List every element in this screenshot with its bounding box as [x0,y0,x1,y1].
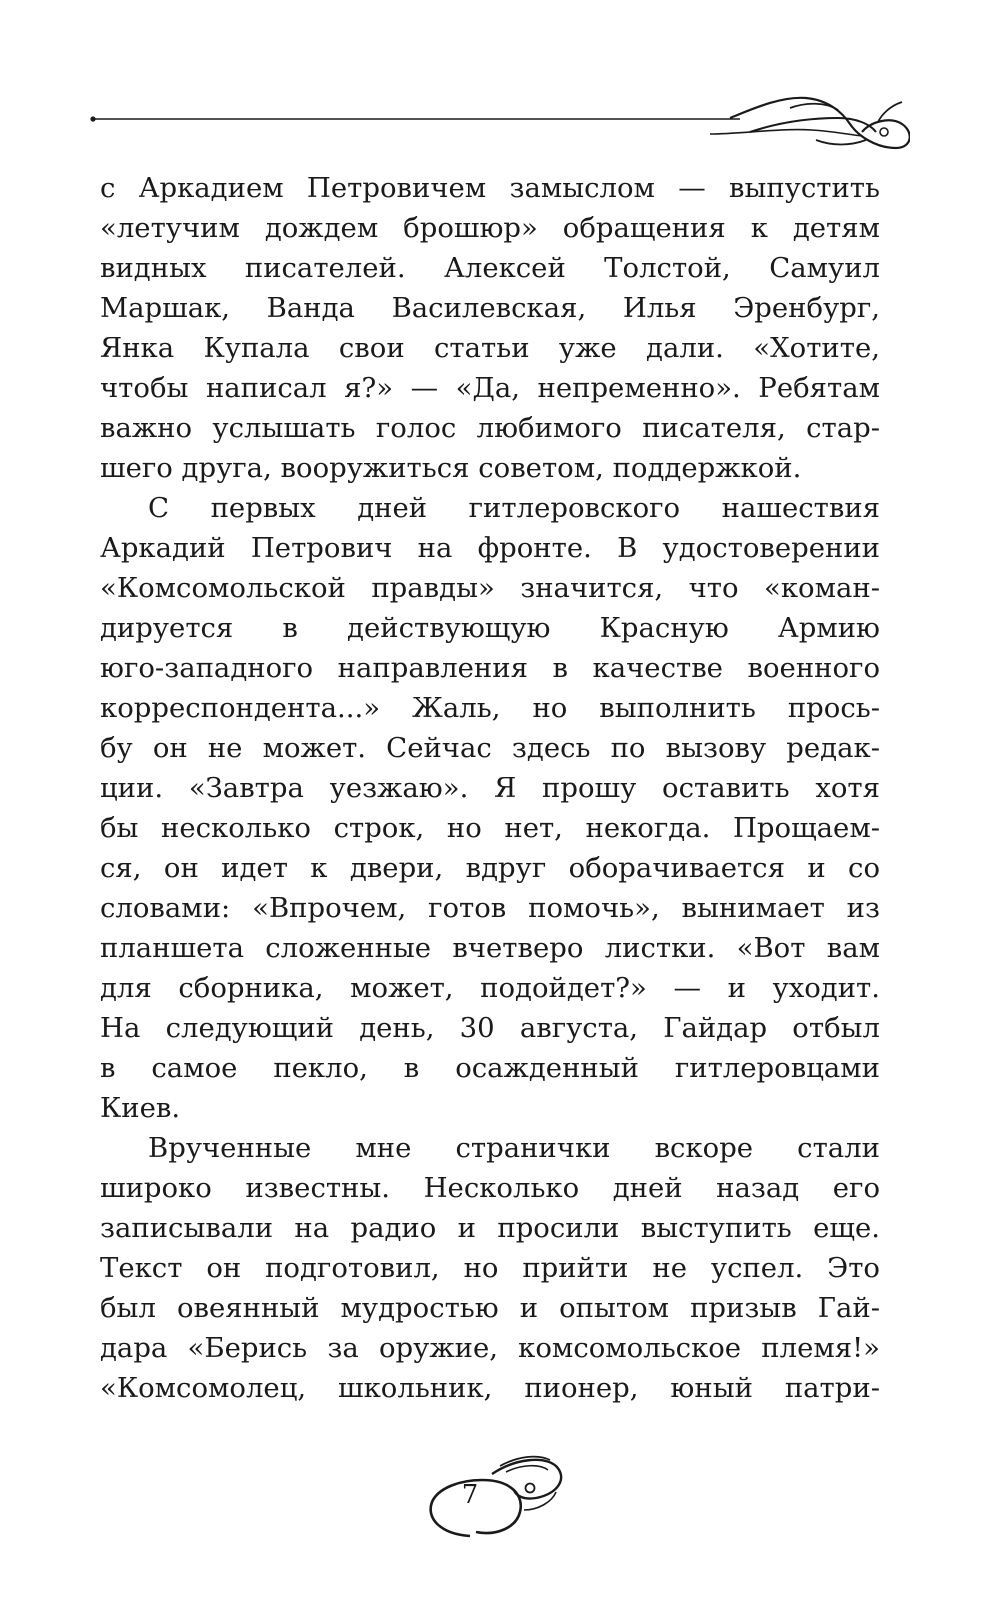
page-number: 7 [461,1480,479,1510]
text-line: широко известны. Несколько дней назад его [100,1172,880,1204]
text-line: с Аркадием Петровичем замыслом — выпустить [100,172,880,204]
text-line: «Комсомольской правды» значится, что «коман- [100,572,880,604]
page-number-swirl-icon [420,1452,580,1544]
text-line: ся, он идет к двери, вдруг оборачивается и со [100,852,880,884]
text-line: «Комсомолец, школьник, пионер, юный патри- [100,1372,880,1404]
text-line: бы несколько строк, но нет, некогда. Прощаем- [100,812,880,844]
text-line: чтобы написал я?» — «Да, непременно». Ребятам [100,372,880,404]
text-line: корреспондента...» Жаль, но выполнить прось- [100,692,880,724]
text-line: Врученные мне странички вскоре стали [148,1132,880,1164]
header-flourish-icon [90,88,910,168]
text-line: Аркадий Петрович на фронте. В удостоверении [100,532,880,564]
text-line: шего друга, вооружиться советом, поддержкой. [100,452,802,484]
body-text [100,168,880,1408]
text-line: бу он не может. Сейчас здесь по вызову редак- [100,732,880,764]
text-line: юго-западного направления в качестве военного [100,652,880,684]
text-line: был овеянный мудростью и опытом призыв Гай- [100,1292,880,1324]
text-line: Маршак, Ванда Василевская, Илья Эренбург, [100,292,880,324]
text-line: Янка Купала свои статьи уже дали. «Хотите, [100,332,880,364]
text-line: важно услышать голос любимого писателя, стар- [100,412,880,444]
text-line: дируется в действующую Красную Армию [100,612,880,644]
text-line: в самое пекло, в осажденный гитлеровцами [100,1052,880,1084]
text-line: видных писателей. Алексей Толстой, Самуил [100,252,880,284]
text-line: Текст он подготовил, но прийти не успел. Это [100,1252,880,1284]
text-line: словами: «Впрочем, готов помочь», вынимает из [100,892,880,924]
text-line: записывали на радио и просили выступить еще. [100,1212,880,1244]
text-line: дара «Берись за оружие, комсомольское племя!» [100,1332,880,1364]
text-line: планшета сложенные вчетверо листки. «Вот вам [100,932,880,964]
text-line: С первых дней гитлеровского нашествия [148,492,880,524]
text-line: На следующий день, 30 августа, Гайдар отбыл [100,1012,880,1044]
text-line: для сборника, может, подойдет?» — и уходит. [100,972,880,1004]
text-line: ции. «Завтра уезжаю». Я прошу оставить хотя [100,772,880,804]
text-line: Киев. [100,1092,181,1124]
text-line: «летучим дождем брошюр» обращения к детям [100,212,880,244]
